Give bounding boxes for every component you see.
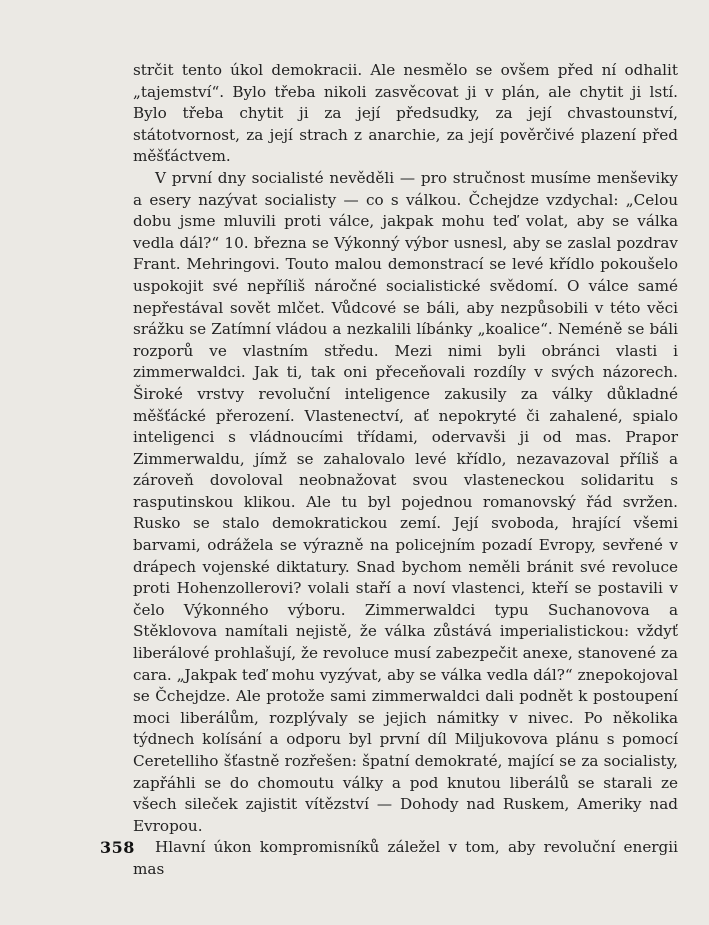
page-number: 358 <box>100 838 135 857</box>
paragraph: Hlavní úkon kompromisníků záležel v tom, aby revoluční energii mas <box>133 838 678 878</box>
body-text <box>133 60 678 881</box>
paragraph: V první dny socialisté nevěděli — pro stručnost musíme menševiky a esery nazývat socialisty — co s válkou. Čchejdze vzdychal: „Celou dobu jsme mluvili proti válce, jakpak mohu teď volat, aby se válka vedla dál?“ 10. března se Výkonný výbor usnesl, aby se zaslal pozdrav Frant. Mehringovi. Touto malou demonstrací se levé křídlo pokoušelo uspokojit své nepříliš náročné socialistické svědomí. O válce samé nepřestával sovět mlčet. Vůdcové se báli, aby nezpůsobili v této věci srážku se Zatímní vládou a nezkalili líbánky „koalice“. Neméně se báli rozporů ve vlastním středu. Mezi nimi byli obránci vlasti i zimmerwaldci. Jak ti, tak oni přeceňovali rozdíly v svých názorech. Široké vrstvy revoluční inteligence zakusily za války důkladné měšťácké přerození. Vlastenectví, ať nepokryté či zahalené, spialo inteligenci s vládnoucími třídami, odervavši ji od mas. Prapor Zimmerwaldu, jímž se zahalovalo levé křídlo, nezavazoval příliš a zároveň dovoloval neobnažovat svou vlasteneckou solidaritu s rasputinskou klikou. Ale tu byl pojednou romanovský řád svržen. Rusko se stalo demokratickou zemí. Její svoboda, hrající všemi barvami, odrážela se výrazně na policejním pozadí Evropy, sevřené v drápech vojenské diktatury. Snad bychom neměli bránit své revoluce proti Hohenzollerovi? volali staří a noví vlastenci, kteří se postavili v čelo Výkonného výboru. Zimmerwaldci typu Suchanovova a Stěklovova namítali nejistě, že válka zůstává imperialistickou: vždyť liberálové prohlašují, že revoluce musí zabezpečit anexe, stanovené za cara. „Jakpak teď mohu vyzývat, aby se válka vedla dál?“ znepokojoval se Čchejdze. Ale protože sami zimmerwaldci dali podnět k postoupení moci liberálům, rozplývaly se jejich námitky v nivec. Po několika týdnech kolísání a odporu byl první díl Miljukovova plánu s pomocí Ceretelliho šťastně rozřešen: špatní demokraté, mající se za socialisty, zapřáhli se do chomoutu války a pod knutou liberálů se starali ze všech sileček zajistit vítězství — Dohody nad Ruskem, Ameriky nad Evropou. <box>133 168 678 835</box>
paragraph-continuation: strčit tento úkol demokracii. Ale nesmělo se ovšem před ní odhalit „tajemství“. Bylo třeba nikoli zasvěcovat ji v plán, ale chytit ji lstí. Bylo třeba chytit ji za její předsudky, za její chvastounství, státotvornost, za její strach z anarchie, za její pověrčivé plazení před měšťáctvem. <box>133 61 678 166</box>
